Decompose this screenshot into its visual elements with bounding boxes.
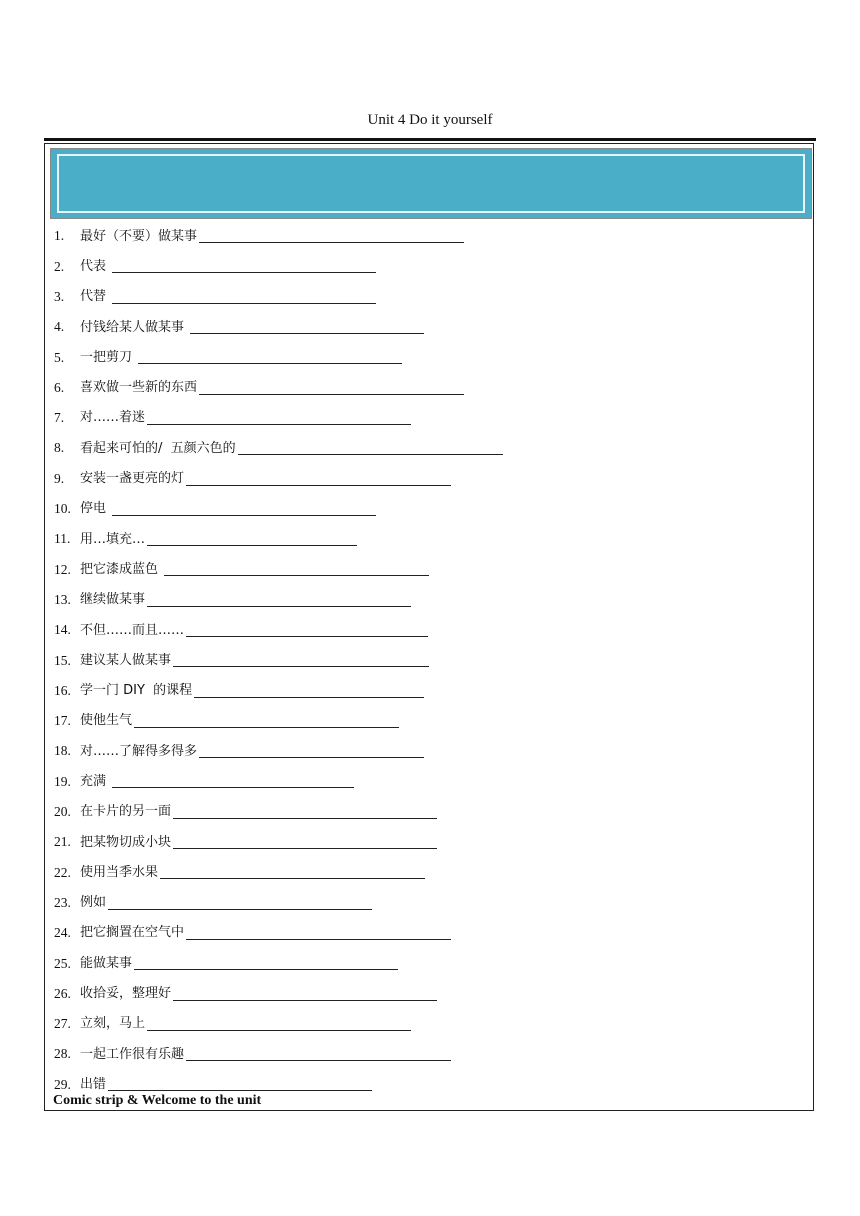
- item-term: 对……了解得多得多: [80, 743, 198, 759]
- item-number: 29.: [54, 1076, 71, 1092]
- list-item: [54, 766, 794, 796]
- item-number: 7.: [54, 410, 65, 426]
- item-term: 一起工作很有乐趣: [80, 1046, 185, 1062]
- answer-blank[interactable]: [186, 484, 451, 486]
- answer-blank[interactable]: [147, 605, 411, 607]
- list-item: [54, 736, 794, 766]
- answer-blank[interactable]: [173, 847, 437, 849]
- item-term: 立刻，马上: [80, 1016, 146, 1032]
- item-number: 12.: [54, 561, 71, 577]
- item-term: 在卡片的另一面: [80, 804, 172, 820]
- item-term: 把某物切成小块: [80, 834, 172, 850]
- list-item: [54, 797, 794, 827]
- list-item: [54, 282, 794, 312]
- phrase-list: [54, 221, 794, 1100]
- item-number: 19.: [54, 773, 71, 789]
- item-term: 用…填充…: [80, 531, 146, 547]
- list-item: [54, 948, 794, 978]
- item-number: 26.: [54, 985, 71, 1001]
- list-item: [54, 372, 794, 402]
- item-term: 代替: [80, 289, 111, 305]
- answer-blank[interactable]: [238, 453, 503, 455]
- item-term: 付钱给某人做某事: [80, 319, 189, 335]
- list-item: [54, 1039, 794, 1069]
- answer-blank[interactable]: [112, 271, 376, 273]
- list-item: [54, 827, 794, 857]
- list-item: [54, 1009, 794, 1039]
- answer-blank[interactable]: [190, 332, 424, 334]
- item-number: 21.: [54, 834, 71, 850]
- item-term: 不但……而且……: [80, 622, 185, 638]
- item-term: 使用当季水果: [80, 864, 159, 880]
- list-item: [54, 645, 794, 675]
- answer-blank[interactable]: [112, 786, 354, 788]
- item-term: 把它搁置在空气中: [80, 925, 185, 941]
- top-rule: [44, 138, 816, 141]
- item-number: 2.: [54, 258, 65, 274]
- list-item: [54, 403, 794, 433]
- item-term: 把它漆成蓝色: [80, 561, 163, 577]
- item-term: 停电: [80, 501, 111, 517]
- list-item: [54, 918, 794, 948]
- list-item: [54, 342, 794, 372]
- item-term: 安装一盏更亮的灯: [80, 471, 185, 487]
- list-item: [54, 221, 794, 251]
- item-number: 10.: [54, 501, 71, 517]
- item-number: 16.: [54, 682, 71, 698]
- list-item: [54, 251, 794, 281]
- item-number: 11.: [54, 531, 71, 547]
- banner-inner-border: [57, 154, 805, 213]
- answer-blank[interactable]: [112, 302, 376, 304]
- answer-blank[interactable]: [173, 665, 429, 667]
- list-item: [54, 433, 794, 463]
- section-banner: [50, 148, 812, 219]
- answer-blank[interactable]: [186, 938, 451, 940]
- answer-blank[interactable]: [134, 726, 399, 728]
- item-term: 喜欢做一些新的东西: [80, 380, 198, 396]
- list-item: [54, 585, 794, 615]
- answer-blank[interactable]: [186, 635, 428, 637]
- answer-blank[interactable]: [164, 574, 429, 576]
- answer-blank[interactable]: [199, 756, 424, 758]
- item-term: 收拾妥，整理好: [80, 986, 172, 1002]
- list-item: [54, 494, 794, 524]
- section-heading: Comic strip & Welcome to the unit: [53, 1093, 262, 1108]
- item-number: 3.: [54, 288, 65, 304]
- item-number: 8.: [54, 440, 65, 456]
- item-number: 17.: [54, 713, 71, 729]
- answer-blank[interactable]: [112, 514, 376, 516]
- answer-blank[interactable]: [134, 968, 398, 970]
- item-number: 20.: [54, 804, 71, 820]
- item-number: 1.: [54, 228, 65, 244]
- item-number: 4.: [54, 319, 65, 335]
- item-number: 18.: [54, 743, 71, 759]
- item-term: 出错: [80, 1076, 107, 1092]
- list-item: [54, 312, 794, 342]
- item-term: 一把剪刀: [80, 349, 137, 365]
- answer-blank[interactable]: [147, 1029, 411, 1031]
- item-number: 5.: [54, 349, 65, 365]
- list-item: [54, 615, 794, 645]
- item-number: 13.: [54, 591, 71, 607]
- item-number: 28.: [54, 1046, 71, 1062]
- list-item: [54, 888, 794, 918]
- list-item: [54, 463, 794, 493]
- item-number: 24.: [54, 925, 71, 941]
- item-term: 继续做某事: [80, 592, 146, 608]
- item-term: 最好（不要）做某事: [80, 228, 198, 244]
- item-term: 例如: [80, 895, 107, 911]
- answer-blank[interactable]: [199, 393, 464, 395]
- item-number: 25.: [54, 955, 71, 971]
- item-term: 使他生气: [80, 713, 133, 729]
- item-number: 14.: [54, 622, 71, 638]
- list-item: [54, 675, 794, 705]
- item-term: 对……着迷: [80, 410, 146, 426]
- item-number: 22.: [54, 864, 71, 880]
- answer-blank[interactable]: [108, 1089, 372, 1091]
- item-number: 23.: [54, 894, 71, 910]
- page-title: Unit 4 Do it yourself: [367, 112, 493, 128]
- answer-blank[interactable]: [186, 1059, 451, 1061]
- answer-blank[interactable]: [108, 908, 372, 910]
- item-number: 27.: [54, 1016, 71, 1032]
- item-number: 6.: [54, 379, 65, 395]
- list-item: [54, 857, 794, 887]
- answer-blank[interactable]: [173, 817, 437, 819]
- answer-blank[interactable]: [199, 241, 464, 243]
- item-term: 充满: [80, 773, 111, 789]
- item-term: 学一门 DIY 的课程: [80, 683, 193, 699]
- answer-blank[interactable]: [138, 362, 402, 364]
- item-term: 建议某人做某事: [80, 652, 172, 668]
- list-item: [54, 554, 794, 584]
- answer-blank[interactable]: [147, 544, 357, 546]
- item-term: 能做某事: [80, 955, 133, 971]
- answer-blank[interactable]: [160, 877, 425, 879]
- item-term: 代表: [80, 258, 111, 274]
- list-item: [54, 706, 794, 736]
- list-item: [54, 524, 794, 554]
- list-item: [54, 978, 794, 1008]
- answer-blank[interactable]: [173, 999, 437, 1001]
- item-number: 9.: [54, 470, 65, 486]
- answer-blank[interactable]: [147, 423, 411, 425]
- item-number: 15.: [54, 652, 71, 668]
- answer-blank[interactable]: [194, 696, 424, 698]
- item-term: 看起来可怕的/ 五颜六色的: [80, 440, 236, 456]
